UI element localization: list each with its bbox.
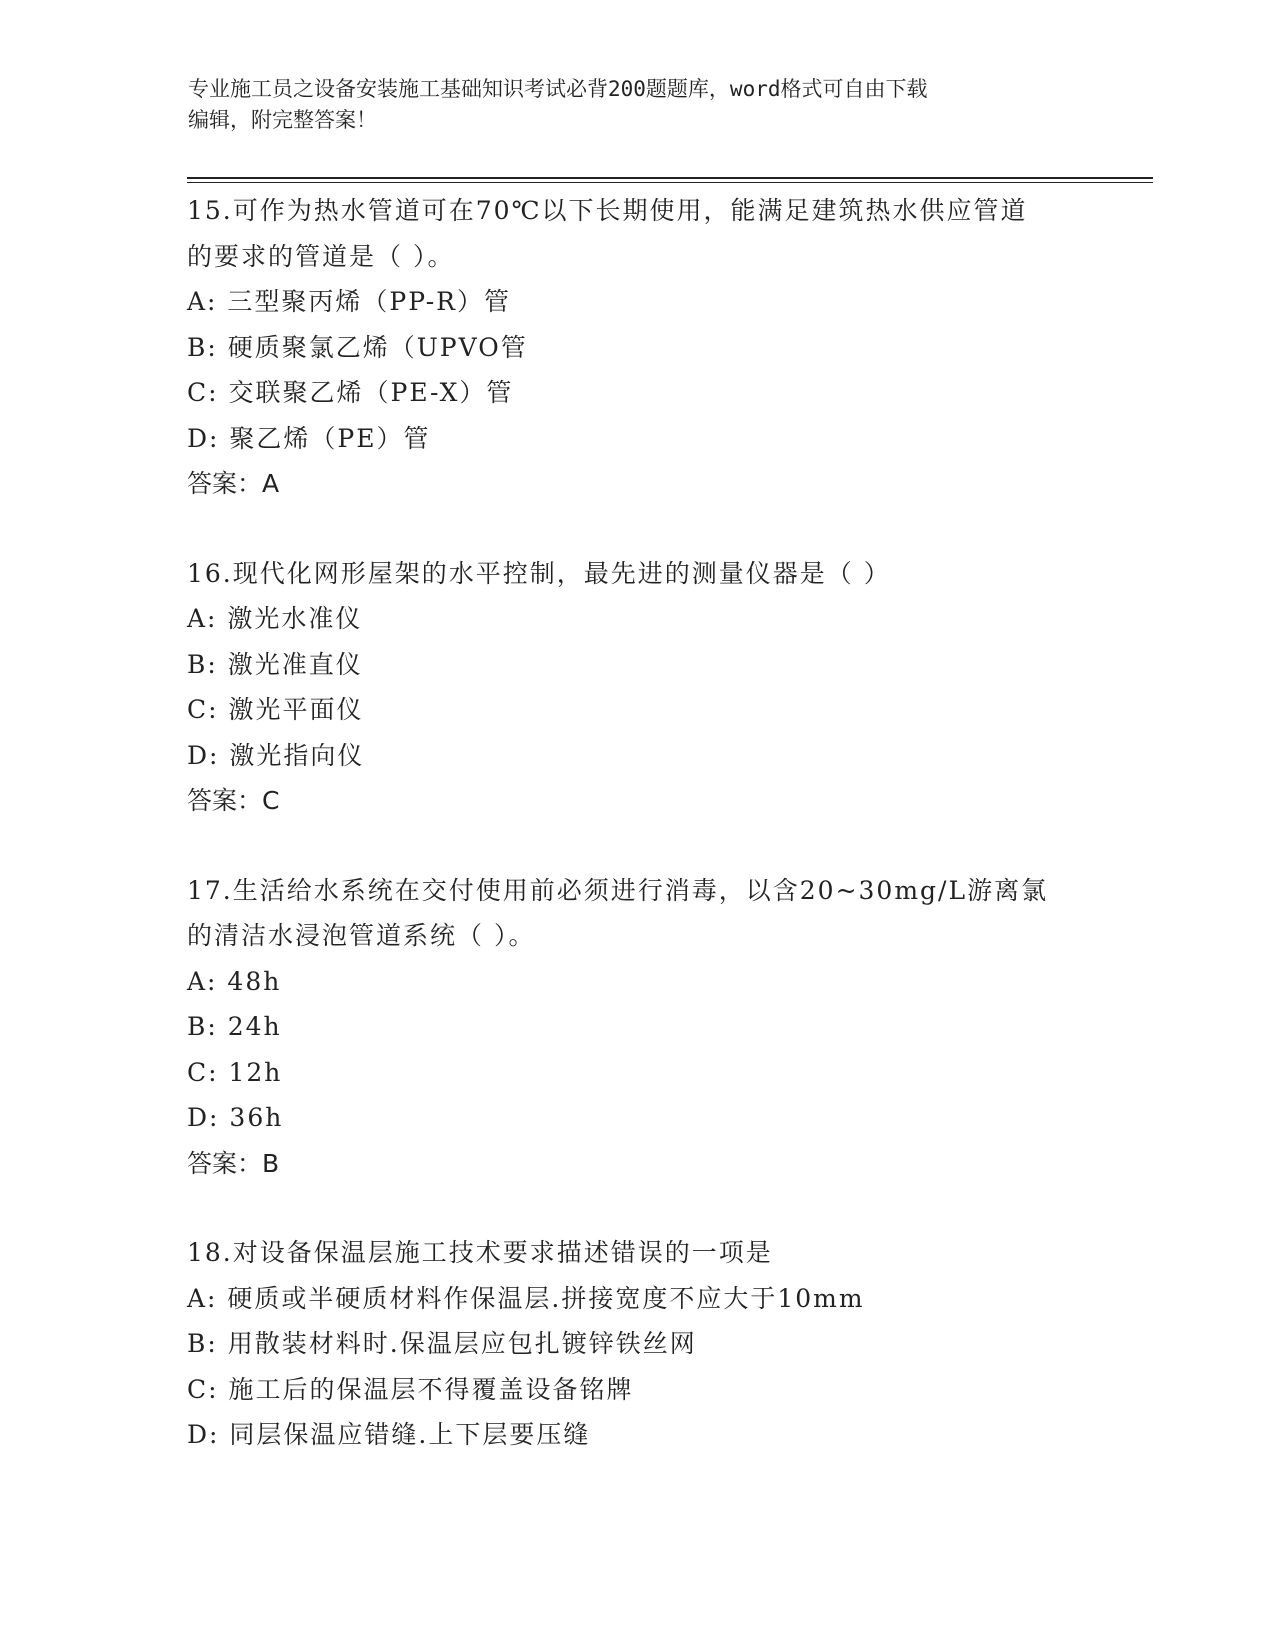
- header-divider: [187, 177, 1153, 179]
- option-d: D: 聚乙烯（PE）管: [187, 423, 431, 453]
- option-c: C: 施工后的保温层不得覆盖设备铭牌: [187, 1374, 634, 1404]
- question-text: 17.生活给水系统在交付使用前必须进行消毒，以含20~30mg/L游离氯: [187, 875, 1049, 905]
- option-b: B: 用散装材料时.保温层应包扎镀锌铁丝网: [187, 1329, 697, 1358]
- option-b: B: 激光准直仪: [187, 649, 363, 679]
- option-d: D: 同层保温应错缝.上下层要压缝: [187, 1420, 591, 1449]
- question-text: 的清洁水浸泡管道系统（ ）。: [187, 921, 536, 950]
- question-18: [187, 1230, 1087, 1458]
- answer: 答案：C: [187, 786, 280, 815]
- header-title-line-1: 专业施工员之设备安装施工基础知识考试必背200题题库，word格式可自由下载: [188, 77, 928, 101]
- question-text: 16.现代化网形屋架的水平控制，最先进的测量仪器是（ ）: [187, 558, 891, 588]
- option-a: A: 48h: [187, 966, 282, 996]
- header-title-line-2: 编辑，附完整答案！: [188, 108, 377, 132]
- option-c: C: 激光平面仪: [187, 695, 364, 724]
- option-c: C: 12h: [187, 1057, 283, 1087]
- option-a: A: 激光水准仪: [187, 604, 363, 633]
- option-a: A: 三型聚丙烯（PP-R）管: [187, 287, 511, 316]
- spacer: [187, 824, 1087, 868]
- answer: 答案：A: [187, 469, 280, 498]
- spacer: [187, 1186, 1087, 1230]
- option-b: B: 24h: [187, 1012, 282, 1041]
- document-header: [188, 74, 1088, 136]
- option-d: D: 36h: [187, 1103, 284, 1132]
- header-divider-thin: [187, 182, 1153, 183]
- answer: 答案：B: [187, 1148, 280, 1178]
- option-c: C: 交联聚乙烯（PE-X）管: [187, 378, 514, 407]
- question-17: [187, 868, 1087, 1187]
- option-b: B: 硬质聚氯乙烯（UPVO管: [187, 332, 528, 362]
- question-15: [187, 188, 1087, 507]
- question-text: 15.可作为热水管道可在70℃以下长期使用，能满足建筑热水供应管道: [187, 196, 1028, 225]
- spacer: [187, 507, 1087, 551]
- question-text: 的要求的管道是（ ）。: [187, 241, 455, 271]
- question-text: 18.对设备保温层施工技术要求描述错误的一项是: [187, 1238, 773, 1267]
- question-list: [187, 188, 1087, 1458]
- option-a: A: 硬质或半硬质材料作保温层.拼接宽度不应大于10mm: [187, 1283, 865, 1313]
- question-16: [187, 551, 1087, 824]
- option-d: D: 激光指向仪: [187, 740, 365, 770]
